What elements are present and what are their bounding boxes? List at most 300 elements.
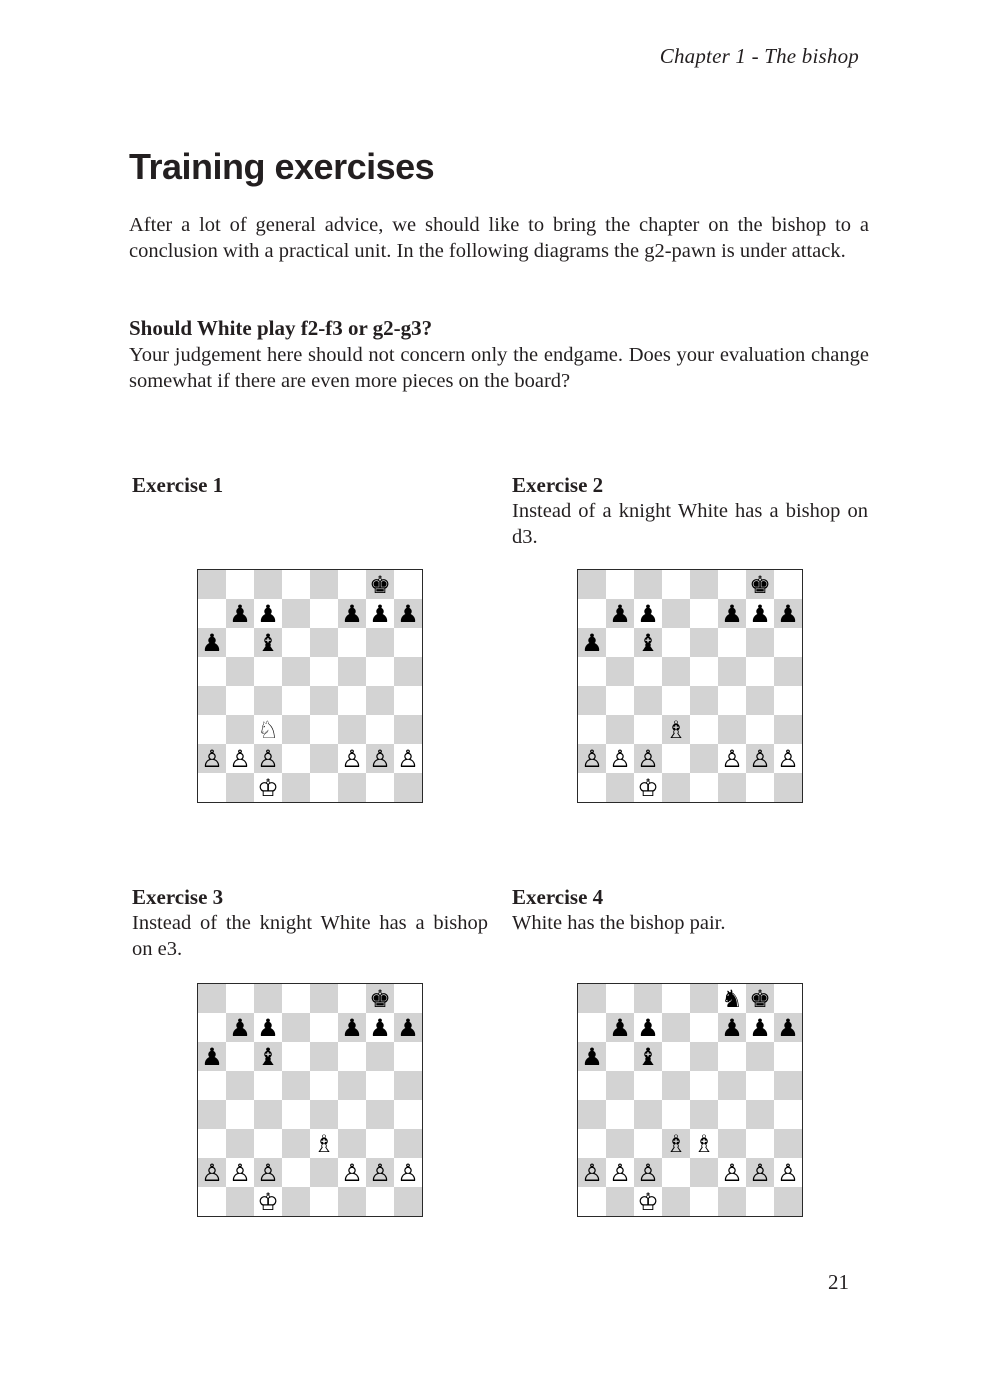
square-h5 bbox=[394, 657, 422, 686]
black-pawn-icon: ♟ bbox=[637, 599, 659, 628]
square-c3 bbox=[634, 715, 662, 744]
exercise-description: White has the bishop pair. bbox=[512, 912, 726, 934]
square-f3 bbox=[718, 715, 746, 744]
square-b5 bbox=[226, 1071, 254, 1100]
square-h6 bbox=[394, 1042, 422, 1071]
white-pawn-icon: ♙ bbox=[749, 744, 771, 773]
square-g6 bbox=[746, 628, 774, 657]
square-b1 bbox=[226, 1187, 254, 1216]
square-a8 bbox=[198, 984, 226, 1013]
square-g4 bbox=[366, 686, 394, 715]
square-e5 bbox=[310, 657, 338, 686]
square-d4 bbox=[662, 686, 690, 715]
square-g3 bbox=[746, 715, 774, 744]
square-b6 bbox=[606, 1042, 634, 1071]
square-e7 bbox=[310, 599, 338, 628]
square-g4 bbox=[746, 686, 774, 715]
square-e1 bbox=[310, 1187, 338, 1216]
square-f6 bbox=[718, 1042, 746, 1071]
square-g4 bbox=[366, 1100, 394, 1129]
square-c1 bbox=[254, 773, 282, 802]
square-c5 bbox=[254, 1071, 282, 1100]
square-g8 bbox=[366, 984, 394, 1013]
black-bishop-icon: ♝ bbox=[257, 628, 279, 657]
white-pawn-icon: ♙ bbox=[229, 744, 251, 773]
square-c6 bbox=[254, 1042, 282, 1071]
square-f3 bbox=[338, 1129, 366, 1158]
square-e7 bbox=[310, 1013, 338, 1042]
square-h7 bbox=[774, 599, 802, 628]
black-king-icon: ♚ bbox=[749, 570, 771, 599]
square-g1 bbox=[366, 773, 394, 802]
square-a7 bbox=[578, 599, 606, 628]
square-d8 bbox=[662, 984, 690, 1013]
square-f5 bbox=[338, 1071, 366, 1100]
square-a1 bbox=[578, 1187, 606, 1216]
square-e2 bbox=[310, 744, 338, 773]
square-e3 bbox=[310, 715, 338, 744]
square-a5 bbox=[198, 1071, 226, 1100]
square-h7 bbox=[394, 599, 422, 628]
square-c6 bbox=[634, 628, 662, 657]
question-heading: Should White play f2-f3 or g2-g3? bbox=[129, 316, 433, 340]
square-d4 bbox=[282, 1100, 310, 1129]
exercise-2 bbox=[512, 472, 868, 550]
square-b2 bbox=[226, 744, 254, 773]
white-pawn-icon: ♙ bbox=[609, 744, 631, 773]
chess-diagram-2 bbox=[577, 569, 803, 803]
exercise-description: Instead of the knight White has a bishop on e3. bbox=[132, 912, 488, 960]
white-pawn-icon: ♙ bbox=[257, 744, 279, 773]
square-d1 bbox=[662, 1187, 690, 1216]
square-d7 bbox=[662, 1013, 690, 1042]
square-d8 bbox=[282, 984, 310, 1013]
white-pawn-icon: ♙ bbox=[341, 744, 363, 773]
square-a8 bbox=[578, 984, 606, 1013]
square-g2 bbox=[366, 1158, 394, 1187]
square-d2 bbox=[662, 1158, 690, 1187]
square-c2 bbox=[634, 1158, 662, 1187]
square-g3 bbox=[746, 1129, 774, 1158]
square-f4 bbox=[718, 1100, 746, 1129]
square-c7 bbox=[634, 1013, 662, 1042]
white-pawn-icon: ♙ bbox=[777, 1158, 799, 1187]
black-pawn-icon: ♟ bbox=[257, 1013, 279, 1042]
square-a1 bbox=[198, 1187, 226, 1216]
white-pawn-icon: ♙ bbox=[257, 1158, 279, 1187]
white-pawn-icon: ♙ bbox=[721, 1158, 743, 1187]
square-e6 bbox=[310, 1042, 338, 1071]
square-e5 bbox=[310, 1071, 338, 1100]
square-d5 bbox=[662, 1071, 690, 1100]
square-c5 bbox=[634, 1071, 662, 1100]
square-f1 bbox=[718, 773, 746, 802]
square-e7 bbox=[690, 599, 718, 628]
square-f3 bbox=[338, 715, 366, 744]
intro-paragraph: After a lot of general advice, we should like to bring the chapter on the bishop to a conclusion with a practical unit. In the following diagrams the g2-pawn is under attack. bbox=[129, 214, 869, 262]
white-pawn-icon: ♙ bbox=[397, 744, 419, 773]
black-pawn-icon: ♟ bbox=[201, 1042, 223, 1071]
square-h7 bbox=[394, 1013, 422, 1042]
square-a1 bbox=[578, 773, 606, 802]
square-b5 bbox=[606, 1071, 634, 1100]
square-e8 bbox=[690, 570, 718, 599]
square-h6 bbox=[394, 628, 422, 657]
square-a8 bbox=[578, 570, 606, 599]
square-b7 bbox=[606, 599, 634, 628]
white-pawn-icon: ♙ bbox=[721, 744, 743, 773]
square-f8 bbox=[718, 984, 746, 1013]
black-king-icon: ♚ bbox=[369, 570, 391, 599]
chess-diagram-1 bbox=[197, 569, 423, 803]
square-h8 bbox=[774, 570, 802, 599]
black-pawn-icon: ♟ bbox=[341, 1013, 363, 1042]
square-b4 bbox=[226, 1100, 254, 1129]
square-g7 bbox=[746, 1013, 774, 1042]
square-b3 bbox=[226, 715, 254, 744]
square-d6 bbox=[282, 628, 310, 657]
square-d3 bbox=[662, 1129, 690, 1158]
black-bishop-icon: ♝ bbox=[257, 1042, 279, 1071]
square-a4 bbox=[198, 1100, 226, 1129]
square-d8 bbox=[282, 570, 310, 599]
white-pawn-icon: ♙ bbox=[609, 1158, 631, 1187]
square-c4 bbox=[254, 1100, 282, 1129]
square-c4 bbox=[634, 686, 662, 715]
square-a2 bbox=[198, 1158, 226, 1187]
square-c8 bbox=[634, 984, 662, 1013]
black-knight-icon: ♞ bbox=[721, 984, 743, 1013]
black-pawn-icon: ♟ bbox=[777, 599, 799, 628]
square-g8 bbox=[366, 570, 394, 599]
square-b6 bbox=[606, 628, 634, 657]
square-g4 bbox=[746, 1100, 774, 1129]
square-c3 bbox=[634, 1129, 662, 1158]
square-g5 bbox=[366, 657, 394, 686]
white-pawn-icon: ♙ bbox=[369, 1158, 391, 1187]
white-bishop-icon: ♗ bbox=[313, 1129, 335, 1158]
square-b8 bbox=[226, 570, 254, 599]
white-king-icon: ♔ bbox=[257, 1187, 279, 1216]
square-g6 bbox=[746, 1042, 774, 1071]
square-b1 bbox=[606, 1187, 634, 1216]
square-e2 bbox=[690, 1158, 718, 1187]
square-c7 bbox=[634, 599, 662, 628]
square-b7 bbox=[606, 1013, 634, 1042]
square-g3 bbox=[366, 715, 394, 744]
square-h6 bbox=[774, 628, 802, 657]
question-paragraph: Your judgement here should not concern only the endgame. Does your evaluation change somewhat if there are even more pieces on the board? bbox=[129, 344, 869, 392]
square-c5 bbox=[634, 657, 662, 686]
black-pawn-icon: ♟ bbox=[341, 599, 363, 628]
square-a8 bbox=[198, 570, 226, 599]
square-a2 bbox=[578, 1158, 606, 1187]
white-bishop-icon: ♗ bbox=[665, 715, 687, 744]
square-b1 bbox=[226, 773, 254, 802]
square-g7 bbox=[366, 599, 394, 628]
square-a2 bbox=[198, 744, 226, 773]
square-f3 bbox=[718, 1129, 746, 1158]
square-d3 bbox=[662, 715, 690, 744]
square-c8 bbox=[254, 570, 282, 599]
square-f8 bbox=[338, 570, 366, 599]
square-f6 bbox=[338, 1042, 366, 1071]
square-b5 bbox=[226, 657, 254, 686]
square-a6 bbox=[198, 1042, 226, 1071]
square-e3 bbox=[690, 715, 718, 744]
square-h8 bbox=[774, 984, 802, 1013]
chess-diagram-3 bbox=[197, 983, 423, 1217]
square-e1 bbox=[690, 1187, 718, 1216]
black-pawn-icon: ♟ bbox=[777, 1013, 799, 1042]
square-c1 bbox=[634, 1187, 662, 1216]
square-a5 bbox=[198, 657, 226, 686]
black-pawn-icon: ♟ bbox=[581, 628, 603, 657]
square-a3 bbox=[578, 1129, 606, 1158]
square-d5 bbox=[282, 657, 310, 686]
black-pawn-icon: ♟ bbox=[609, 1013, 631, 1042]
square-g1 bbox=[746, 1187, 774, 1216]
square-c1 bbox=[634, 773, 662, 802]
square-e3 bbox=[310, 1129, 338, 1158]
square-d6 bbox=[662, 1042, 690, 1071]
exercise-4 bbox=[512, 884, 868, 936]
square-f2 bbox=[338, 1158, 366, 1187]
square-d7 bbox=[282, 599, 310, 628]
square-h5 bbox=[774, 657, 802, 686]
white-pawn-icon: ♙ bbox=[637, 1158, 659, 1187]
square-a6 bbox=[198, 628, 226, 657]
square-h5 bbox=[774, 1071, 802, 1100]
white-king-icon: ♔ bbox=[257, 773, 279, 802]
square-h3 bbox=[774, 1129, 802, 1158]
square-d3 bbox=[282, 715, 310, 744]
square-f5 bbox=[338, 657, 366, 686]
square-d3 bbox=[282, 1129, 310, 1158]
white-pawn-icon: ♙ bbox=[581, 744, 603, 773]
white-bishop-icon: ♗ bbox=[693, 1129, 715, 1158]
white-pawn-icon: ♙ bbox=[201, 744, 223, 773]
square-c2 bbox=[254, 1158, 282, 1187]
white-pawn-icon: ♙ bbox=[581, 1158, 603, 1187]
square-f1 bbox=[338, 1187, 366, 1216]
white-king-icon: ♔ bbox=[637, 1187, 659, 1216]
square-c7 bbox=[254, 599, 282, 628]
black-bishop-icon: ♝ bbox=[637, 1042, 659, 1071]
square-c8 bbox=[254, 984, 282, 1013]
black-pawn-icon: ♟ bbox=[749, 599, 771, 628]
square-e1 bbox=[690, 773, 718, 802]
square-b4 bbox=[606, 686, 634, 715]
square-b6 bbox=[226, 1042, 254, 1071]
square-h7 bbox=[774, 1013, 802, 1042]
square-a7 bbox=[198, 1013, 226, 1042]
square-c6 bbox=[254, 628, 282, 657]
square-e8 bbox=[310, 570, 338, 599]
black-pawn-icon: ♟ bbox=[201, 628, 223, 657]
square-h1 bbox=[394, 1187, 422, 1216]
chess-diagram-4 bbox=[577, 983, 803, 1217]
square-f4 bbox=[718, 686, 746, 715]
square-g6 bbox=[366, 628, 394, 657]
black-pawn-icon: ♟ bbox=[721, 1013, 743, 1042]
square-e3 bbox=[690, 1129, 718, 1158]
square-a4 bbox=[578, 686, 606, 715]
square-d6 bbox=[282, 1042, 310, 1071]
square-e6 bbox=[690, 1042, 718, 1071]
black-pawn-icon: ♟ bbox=[397, 1013, 419, 1042]
black-pawn-icon: ♟ bbox=[609, 599, 631, 628]
black-king-icon: ♚ bbox=[369, 984, 391, 1013]
square-b7 bbox=[226, 1013, 254, 1042]
black-pawn-icon: ♟ bbox=[721, 599, 743, 628]
black-pawn-icon: ♟ bbox=[369, 1013, 391, 1042]
white-pawn-icon: ♙ bbox=[201, 1158, 223, 1187]
square-e6 bbox=[310, 628, 338, 657]
square-f1 bbox=[718, 1187, 746, 1216]
square-e2 bbox=[690, 744, 718, 773]
square-a4 bbox=[198, 686, 226, 715]
white-pawn-icon: ♙ bbox=[749, 1158, 771, 1187]
square-d7 bbox=[662, 599, 690, 628]
square-d2 bbox=[282, 1158, 310, 1187]
black-pawn-icon: ♟ bbox=[229, 599, 251, 628]
square-h1 bbox=[774, 773, 802, 802]
black-pawn-icon: ♟ bbox=[637, 1013, 659, 1042]
square-d5 bbox=[662, 657, 690, 686]
black-pawn-icon: ♟ bbox=[369, 599, 391, 628]
square-f7 bbox=[718, 599, 746, 628]
square-d1 bbox=[282, 773, 310, 802]
black-king-icon: ♚ bbox=[749, 984, 771, 1013]
square-c2 bbox=[254, 744, 282, 773]
square-h4 bbox=[774, 1100, 802, 1129]
square-h1 bbox=[394, 773, 422, 802]
square-a3 bbox=[578, 715, 606, 744]
white-pawn-icon: ♙ bbox=[397, 1158, 419, 1187]
square-g2 bbox=[746, 1158, 774, 1187]
square-f1 bbox=[338, 773, 366, 802]
square-e5 bbox=[690, 1071, 718, 1100]
square-f2 bbox=[718, 1158, 746, 1187]
square-e8 bbox=[310, 984, 338, 1013]
white-bishop-icon: ♗ bbox=[665, 1129, 687, 1158]
white-pawn-icon: ♙ bbox=[369, 744, 391, 773]
square-h2 bbox=[774, 744, 802, 773]
square-e4 bbox=[310, 1100, 338, 1129]
black-pawn-icon: ♟ bbox=[749, 1013, 771, 1042]
square-g7 bbox=[366, 1013, 394, 1042]
square-f6 bbox=[338, 628, 366, 657]
square-d2 bbox=[282, 744, 310, 773]
white-pawn-icon: ♙ bbox=[229, 1158, 251, 1187]
black-pawn-icon: ♟ bbox=[257, 599, 279, 628]
square-g5 bbox=[746, 657, 774, 686]
white-pawn-icon: ♙ bbox=[341, 1158, 363, 1187]
square-c2 bbox=[634, 744, 662, 773]
square-d8 bbox=[662, 570, 690, 599]
square-g1 bbox=[366, 1187, 394, 1216]
square-f8 bbox=[718, 570, 746, 599]
square-h3 bbox=[394, 1129, 422, 1158]
square-e7 bbox=[690, 1013, 718, 1042]
square-c4 bbox=[254, 686, 282, 715]
square-f4 bbox=[338, 1100, 366, 1129]
square-g6 bbox=[366, 1042, 394, 1071]
square-a7 bbox=[578, 1013, 606, 1042]
square-f6 bbox=[718, 628, 746, 657]
square-c1 bbox=[254, 1187, 282, 1216]
exercise-title: Exercise 4 bbox=[512, 885, 604, 909]
white-pawn-icon: ♙ bbox=[777, 744, 799, 773]
square-a7 bbox=[198, 599, 226, 628]
square-c7 bbox=[254, 1013, 282, 1042]
square-a6 bbox=[578, 1042, 606, 1071]
square-g2 bbox=[366, 744, 394, 773]
white-knight-icon: ♘ bbox=[257, 715, 279, 744]
square-g1 bbox=[746, 773, 774, 802]
square-e1 bbox=[310, 773, 338, 802]
exercise-title: Exercise 3 bbox=[132, 885, 224, 909]
square-b5 bbox=[606, 657, 634, 686]
square-b2 bbox=[226, 1158, 254, 1187]
square-g3 bbox=[366, 1129, 394, 1158]
square-h8 bbox=[394, 984, 422, 1013]
square-e8 bbox=[690, 984, 718, 1013]
square-c3 bbox=[254, 715, 282, 744]
square-g5 bbox=[366, 1071, 394, 1100]
square-b3 bbox=[606, 715, 634, 744]
square-d1 bbox=[282, 1187, 310, 1216]
square-e4 bbox=[690, 686, 718, 715]
square-c5 bbox=[254, 657, 282, 686]
square-a2 bbox=[578, 744, 606, 773]
square-c4 bbox=[634, 1100, 662, 1129]
square-b8 bbox=[226, 984, 254, 1013]
black-pawn-icon: ♟ bbox=[397, 599, 419, 628]
square-f7 bbox=[338, 599, 366, 628]
square-c3 bbox=[254, 1129, 282, 1158]
square-h8 bbox=[394, 570, 422, 599]
exercise-title: Exercise 1 bbox=[132, 473, 224, 497]
square-g2 bbox=[746, 744, 774, 773]
square-g8 bbox=[746, 570, 774, 599]
square-b8 bbox=[606, 984, 634, 1013]
black-pawn-icon: ♟ bbox=[229, 1013, 251, 1042]
white-pawn-icon: ♙ bbox=[637, 744, 659, 773]
square-c8 bbox=[634, 570, 662, 599]
square-b2 bbox=[606, 744, 634, 773]
black-bishop-icon: ♝ bbox=[637, 628, 659, 657]
square-f5 bbox=[718, 1071, 746, 1100]
square-a6 bbox=[578, 628, 606, 657]
square-a3 bbox=[198, 1129, 226, 1158]
square-g7 bbox=[746, 599, 774, 628]
square-d2 bbox=[662, 744, 690, 773]
square-a1 bbox=[198, 773, 226, 802]
square-b3 bbox=[606, 1129, 634, 1158]
exercise-1 bbox=[132, 472, 488, 498]
square-b6 bbox=[226, 628, 254, 657]
square-h3 bbox=[394, 715, 422, 744]
square-h4 bbox=[394, 686, 422, 715]
square-b7 bbox=[226, 599, 254, 628]
square-e4 bbox=[690, 1100, 718, 1129]
square-b3 bbox=[226, 1129, 254, 1158]
square-e5 bbox=[690, 657, 718, 686]
square-h4 bbox=[394, 1100, 422, 1129]
section-title: Training exercises bbox=[129, 146, 435, 187]
